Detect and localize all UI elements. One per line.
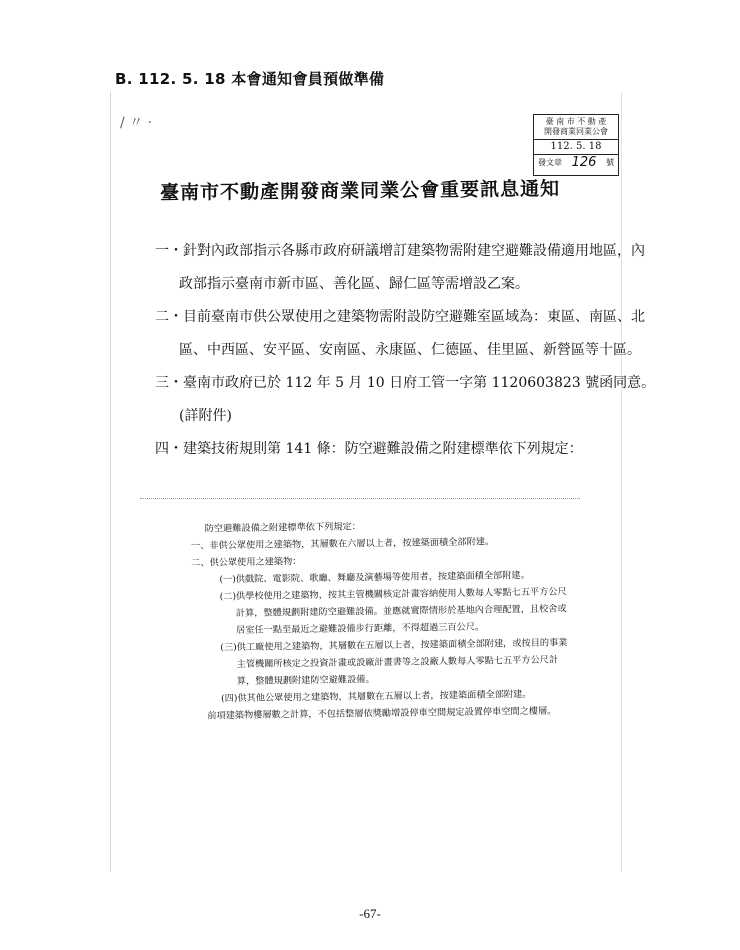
item-marker: 三	[155, 375, 169, 391]
regulation-line: 一、非供公眾使用之建築物，其層數在六層以上者，按建築面積全部附建。	[190, 536, 495, 552]
scanned-document-frame	[110, 92, 641, 872]
notice-item: 三・臺南市政府已於 112 年 5 月 10 日府工管一字第 1120603823 號函同意。	[155, 367, 595, 400]
regulation-line: (四)供其他公眾使用之建築物，其層數在五層以上者，按建築面積全部附建。	[221, 688, 532, 705]
stamp-line-2: 開發商業同業公會	[544, 127, 608, 136]
regulation-line: 計算，整體規劃附建防空避難設備。並應就實際情形於基地內合理配置，且校舍或	[235, 603, 567, 620]
stamp-doc-label: 發文章	[538, 158, 562, 167]
notice-item: 二・目前臺南市供公眾使用之建築物需附設防空避難室區域為：東區、南區、北	[155, 301, 595, 334]
stamp-date: 112. 5. 18	[534, 139, 618, 155]
handwritten-marks: / 〃 ·	[120, 115, 153, 131]
regulation-line: 主管機關所核定之投資計畫或設廠計畫書等之設廠人數每人零點七五平方公尺計	[236, 654, 559, 671]
received-stamp	[533, 114, 619, 176]
item-text: 針對內政部指示各縣市政府研議增訂建築物需附建空避難設備適用地區，內	[183, 243, 645, 259]
item-marker: 四	[155, 441, 169, 457]
regulation-line: 二、供公眾使用之建築物：	[191, 556, 302, 569]
item-marker: 二	[155, 309, 169, 325]
item-continuation: (詳附件)	[179, 408, 232, 424]
regulation-title: 防空避難設備之附建標準依下列規定：	[204, 521, 361, 535]
page-header: B. 112. 5. 18 本會通知會員預做準備	[115, 70, 385, 88]
stamp-doc-number-value: 126	[571, 155, 597, 170]
item-continuation: 區、中西區、安平區、安南區、永康區、仁德區、佳里區、新營區等十區。	[179, 342, 641, 358]
notice-body	[155, 235, 656, 466]
page-number: -67-	[359, 906, 381, 921]
item-text: 臺南市政府已於 112 年 5 月 10 日府工管一字第 1120603823 號函同意。	[183, 375, 656, 391]
item-marker: 一	[155, 243, 169, 259]
notice-item: 四・建築技術規則第 141 條：防空避難設備之附建標準依下列規定：	[155, 433, 595, 466]
item-text: 建築技術規則第 141 條：防空避難設備之附建標準依下列規定：	[183, 441, 583, 457]
regulation-line: 前項建築物樓層數之計算，不包括整層依獎勵增設停車空間規定設置停車空間之樓層。	[207, 705, 557, 722]
notice-item: 一・針對內政部指示各縣市政府研議增訂建築物需附建空避難設備適用地區，內	[155, 235, 595, 268]
notice-title: 臺南市不動產開發商業同業公會重要訊息通知	[159, 177, 561, 205]
stamp-doc-suffix: 號	[605, 158, 614, 167]
stamp-line-1: 臺 南 市 不 動 產	[545, 117, 607, 126]
regulation-excerpt	[191, 515, 574, 724]
regulation-line: 居室任一點至最近之避難設備步行距離，不得超過三百公尺。	[236, 621, 485, 637]
regulation-line: (二)供學校使用之建築物，按其主管機關核定計畫容納使用人數每人零點七五平方公尺	[219, 586, 567, 603]
scan-noise-line	[140, 498, 580, 500]
regulation-line: (三)供工廠使用之建築物，其層數在五層以上者，按建築面積全部附建，或按目的事業	[220, 637, 568, 654]
regulation-line: (一)供戲院、電影院、歌廳、舞廳及演藝場等使用者，按建築面積全部附建。	[219, 569, 530, 586]
item-continuation: 政部指示臺南市新市區、善化區、歸仁區等需增設乙案。	[179, 276, 529, 292]
regulation-line: 算，整體規劃附建防空避難設備。	[236, 674, 375, 688]
stamp-doc-number	[534, 155, 618, 171]
item-text: 目前臺南市供公眾使用之建築物需附設防空避難室區域為：東區、南區、北	[183, 309, 645, 325]
